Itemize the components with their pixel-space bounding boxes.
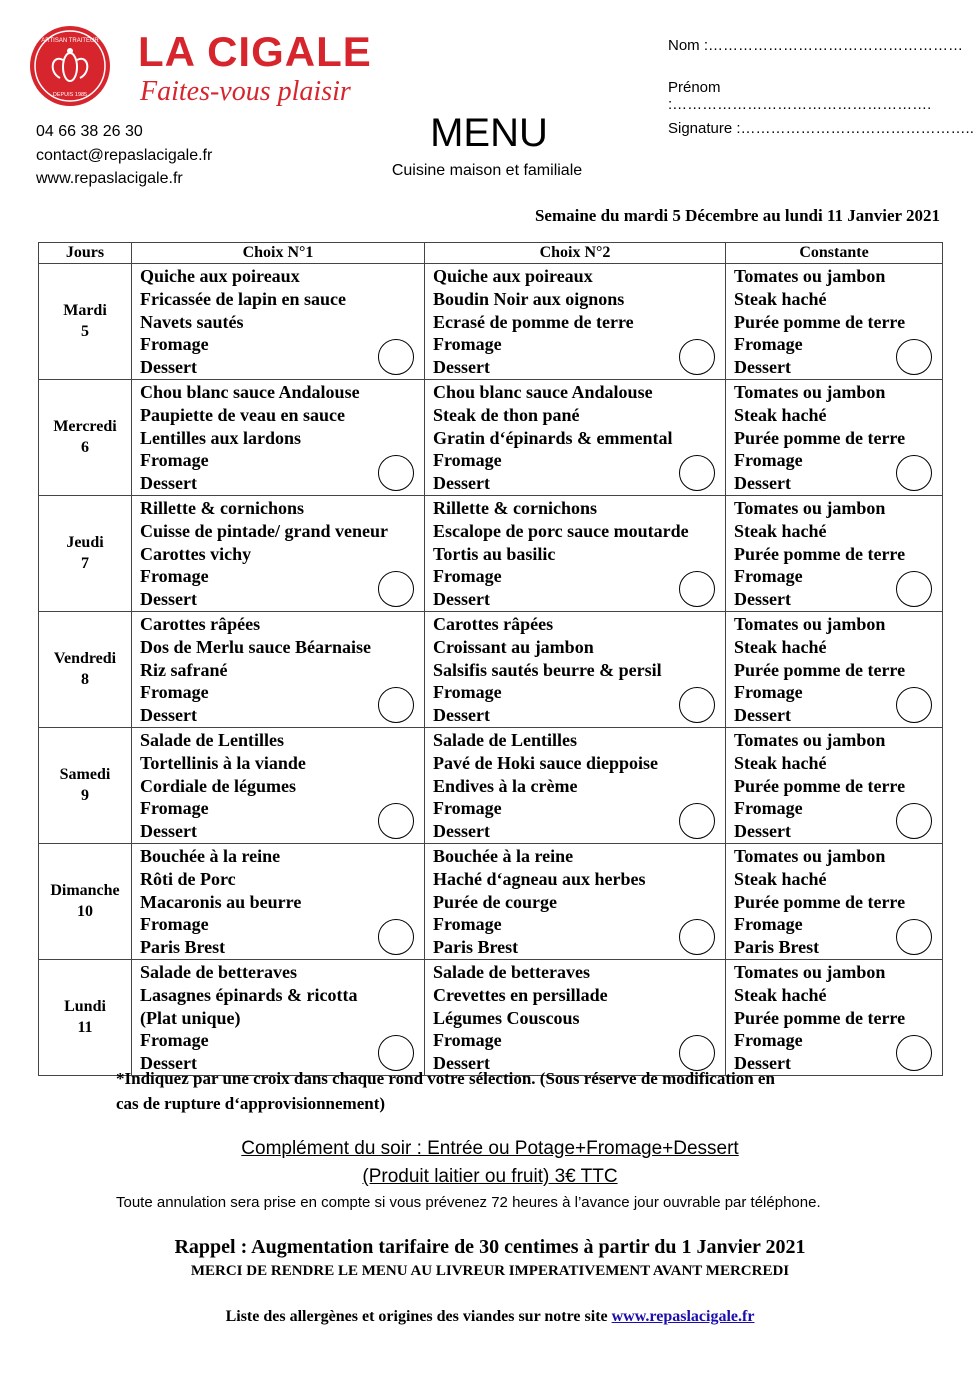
brand-tagline: Faites-vous plaisir xyxy=(140,76,351,107)
dish-item: Dessert xyxy=(734,821,791,842)
dish-item: Bouchée à la reine xyxy=(433,845,574,866)
dish-item: Dessert xyxy=(140,821,197,842)
constante-cell xyxy=(726,959,943,1075)
selection-circle[interactable] xyxy=(896,339,932,375)
dish-item: Steak haché xyxy=(734,984,827,1005)
selection-circle[interactable] xyxy=(896,1035,932,1071)
choix1-cell xyxy=(132,611,425,727)
dish-item: Salade de Lentilles xyxy=(433,729,578,750)
day-name: Vendredi xyxy=(53,650,117,668)
day-number: 7 xyxy=(81,555,89,573)
dish-item: Fromage xyxy=(734,450,803,471)
dish-item: Fromage xyxy=(140,334,209,355)
dish-item: Fromage xyxy=(433,1030,502,1051)
logo-ring-bottom: DEPUIS 1985 xyxy=(52,92,88,98)
dish-item: Tomates ou jambon xyxy=(734,613,886,634)
choix1-cell xyxy=(132,264,425,380)
nom-field[interactable]: Nom :…………………………………………… xyxy=(668,37,964,54)
choix2-cell xyxy=(425,727,726,843)
dish-item: Salade de Lentilles xyxy=(140,729,285,750)
dish-item: Purée de courge xyxy=(433,891,557,912)
constante-cell xyxy=(726,843,943,959)
selection-circle[interactable] xyxy=(896,455,932,491)
day-row xyxy=(39,959,943,1075)
constante-cell xyxy=(726,264,943,380)
selection-circle[interactable] xyxy=(378,339,414,375)
choix2-cell xyxy=(425,495,726,611)
dish-item: Macaronis au beurre xyxy=(140,891,302,912)
dish-item: Fromage xyxy=(734,1030,803,1051)
day-name: Mardi xyxy=(63,302,107,320)
brand-name: LA CIGALE xyxy=(138,28,372,75)
day-cell xyxy=(39,843,132,959)
day-number: 8 xyxy=(81,671,89,689)
contact-email: contact@repaslacigale.fr xyxy=(36,147,213,164)
dish-item: Steak haché xyxy=(734,868,827,889)
selection-circle[interactable] xyxy=(679,803,715,839)
header-choix2: Choix N°2 xyxy=(425,243,726,264)
dish-item: Crevettes en persillade xyxy=(433,984,608,1005)
dish-item: Lasagnes épinards & ricotta xyxy=(140,984,358,1005)
dish-item: Dessert xyxy=(433,821,490,842)
selection-circle[interactable] xyxy=(679,455,715,491)
dish-item: Purée pomme de terre xyxy=(734,659,906,680)
choix2-cell xyxy=(425,959,726,1075)
dish-item: Tortis au basilic xyxy=(433,543,556,564)
dish-item: Steak de thon pané xyxy=(433,404,580,425)
day-cell xyxy=(39,727,132,843)
evening-line2: (Produit laitier ou fruit) 3€ TTC xyxy=(362,1166,618,1187)
selection-note-line2: cas de rupture d‘approvisionnement) xyxy=(116,1094,386,1113)
choix2-cell xyxy=(425,379,726,495)
dish-item: Purée pomme de terre xyxy=(734,775,906,796)
dish-item: Fromage xyxy=(734,914,803,935)
dish-item: Dessert xyxy=(433,473,490,494)
dish-item: Fromage xyxy=(433,566,502,587)
constante-cell xyxy=(726,495,943,611)
day-name: Dimanche xyxy=(50,882,120,900)
dish-item: Tomates ou jambon xyxy=(734,729,886,750)
dish-item: (Plat unique) xyxy=(140,1007,241,1028)
day-row xyxy=(39,727,943,843)
dish-item: Carottes râpées xyxy=(140,613,261,634)
dish-item: Fromage xyxy=(140,914,209,935)
dish-item: Légumes Couscous xyxy=(433,1007,580,1028)
dish-item: Paris Brest xyxy=(734,937,820,958)
selection-circle[interactable] xyxy=(896,919,932,955)
dish-item: Quiche aux poireaux xyxy=(140,266,300,286)
dish-item: Riz safrané xyxy=(140,659,228,680)
selection-circle[interactable] xyxy=(679,919,715,955)
choix1-cell xyxy=(132,843,425,959)
dish-item: Fromage xyxy=(433,798,502,819)
dish-item: Rillette & cornichons xyxy=(433,497,597,518)
dish-item: Fromage xyxy=(433,914,502,935)
dish-item: Fromage xyxy=(433,334,502,355)
dish-item: Carottes râpées xyxy=(433,613,554,634)
dish-item: Steak haché xyxy=(734,636,827,657)
cancellation-policy: Toute annulation sera prise en compte si vous prévenez 72 heures à l’avance jour ouvrable par téléphone. xyxy=(116,1194,821,1211)
selection-circle[interactable] xyxy=(378,687,414,723)
menu-table xyxy=(38,242,943,1076)
logo-cicada-badge xyxy=(30,26,110,106)
dish-item: Salade de betteraves xyxy=(140,961,297,982)
prenom-field[interactable]: Prénom :……………………………………………. xyxy=(668,79,932,113)
choix1-cell xyxy=(132,495,425,611)
choix1-cell xyxy=(132,959,425,1075)
dish-item: Fromage xyxy=(734,682,803,703)
header-constante: Constante xyxy=(726,243,943,264)
dish-item: Dessert xyxy=(734,589,791,610)
dish-item: Dessert xyxy=(433,1053,490,1074)
dish-item: Fromage xyxy=(140,798,209,819)
dish-item: Dessert xyxy=(433,357,490,378)
day-row xyxy=(39,611,943,727)
dish-item: Fromage xyxy=(140,566,209,587)
constante-cell xyxy=(726,611,943,727)
dish-item: Purée pomme de terre xyxy=(734,891,906,912)
dish-item: Salsifis sautés beurre & persil xyxy=(433,659,662,680)
choix2-cell xyxy=(425,611,726,727)
dish-item: Dessert xyxy=(734,473,791,494)
dish-item: Fromage xyxy=(734,798,803,819)
dish-item: Purée pomme de terre xyxy=(734,427,906,448)
dish-item: Carottes vichy xyxy=(140,543,252,564)
dish-item: Fricassée de lapin en sauce xyxy=(140,288,346,309)
dish-item: Fromage xyxy=(433,682,502,703)
day-row xyxy=(39,379,943,495)
choix2-cell xyxy=(425,264,726,380)
cicada-icon xyxy=(30,26,110,106)
dish-item: Tomates ou jambon xyxy=(734,845,886,866)
dish-item: Steak haché xyxy=(734,520,827,541)
price-reminder: Rappel : Augmentation tarifaire de 30 centimes à partir du 1 Janvier 2021 xyxy=(174,1236,806,1258)
day-number: 6 xyxy=(81,439,89,457)
dish-item: Endives à la crème xyxy=(433,775,578,796)
choix1-cell xyxy=(132,727,425,843)
dish-item: Boudin Noir aux oignons xyxy=(433,288,625,309)
selection-circle[interactable] xyxy=(378,919,414,955)
day-cell xyxy=(39,959,132,1075)
selection-circle[interactable] xyxy=(378,455,414,491)
dish-item: Tomates ou jambon xyxy=(734,961,886,982)
day-name: Samedi xyxy=(59,766,111,784)
dish-item: Dessert xyxy=(734,705,791,726)
dish-item: Paris Brest xyxy=(140,937,226,958)
website-link[interactable]: www.repaslacigale.fr xyxy=(611,1308,755,1325)
day-name: Lundi xyxy=(64,998,106,1016)
day-number: 5 xyxy=(81,323,89,341)
table-header-row xyxy=(39,243,943,264)
selection-note-line1: *Indiquez par une croix dans chaque rond votre sélection. (Sous réserve de modification en xyxy=(116,1069,775,1088)
dish-item: Quiche aux poireaux xyxy=(433,266,593,286)
selection-circle[interactable] xyxy=(679,339,715,375)
header-choix1: Choix N°1 xyxy=(132,243,425,264)
day-row xyxy=(39,843,943,959)
dish-item: Ecrasé de pomme de terre xyxy=(433,311,634,332)
dish-item: Tomates ou jambon xyxy=(734,266,886,286)
day-name: Mercredi xyxy=(53,418,117,436)
evening-price xyxy=(0,1166,980,1188)
dish-item: Dessert xyxy=(140,1053,197,1074)
day-cell xyxy=(39,379,132,495)
day-row xyxy=(39,264,943,380)
day-name: Jeudi xyxy=(66,534,104,552)
selection-circle[interactable] xyxy=(679,571,715,607)
dish-item: Dessert xyxy=(433,705,490,726)
phone-number: 04 66 38 26 30 xyxy=(36,123,143,140)
day-row xyxy=(39,495,943,611)
dish-item: Cordiale de légumes xyxy=(140,775,296,796)
dish-item: Tomates ou jambon xyxy=(734,497,886,518)
day-cell xyxy=(39,264,132,380)
dish-item: Bouchée à la reine xyxy=(140,845,281,866)
dish-item: Fromage xyxy=(140,450,209,471)
dish-item: Chou blanc sauce Andalouse xyxy=(433,381,653,402)
dish-item: Dessert xyxy=(734,1053,791,1074)
dish-item: Fromage xyxy=(433,450,502,471)
evening-complement xyxy=(0,1138,980,1160)
dish-item: Croissant au jambon xyxy=(433,636,594,657)
constante-cell xyxy=(726,379,943,495)
allergen-info xyxy=(0,1308,980,1326)
dish-item: Rôti de Porc xyxy=(140,868,236,889)
dish-item: Escalope de porc sauce moutarde xyxy=(433,520,689,541)
selection-circle[interactable] xyxy=(679,687,715,723)
dish-item: Tomates ou jambon xyxy=(734,381,886,402)
allergen-text: Liste des allergènes et origines des viandes sur notre site xyxy=(225,1308,612,1325)
dish-item: Steak haché xyxy=(734,288,827,309)
dish-item: Purée pomme de terre xyxy=(734,311,906,332)
logo-ring-top: ARTISAN TRAITEUR xyxy=(41,38,99,44)
day-number: 9 xyxy=(81,787,89,805)
day-cell xyxy=(39,495,132,611)
menu-subtitle: Cuisine maison et familiale xyxy=(391,162,583,179)
choix1-cell xyxy=(132,379,425,495)
dish-item: Lentilles aux lardons xyxy=(140,427,302,448)
dish-item: Tortellinis à la viande xyxy=(140,752,306,773)
selection-circle[interactable] xyxy=(378,803,414,839)
dish-item: Dessert xyxy=(433,589,490,610)
menu-title: MENU xyxy=(430,111,548,155)
selection-circle[interactable] xyxy=(378,571,414,607)
day-number: 11 xyxy=(77,1019,93,1037)
dish-item: Haché d‘agneau aux herbes xyxy=(433,868,646,889)
dish-item: Dessert xyxy=(140,473,197,494)
day-number: 10 xyxy=(77,903,93,921)
selection-circle[interactable] xyxy=(896,571,932,607)
dish-item: Paris Brest xyxy=(433,937,519,958)
dish-item: Dessert xyxy=(140,589,197,610)
dish-item: Dessert xyxy=(140,357,197,378)
dish-item: Purée pomme de terre xyxy=(734,1007,906,1028)
week-range: Semaine du mardi 5 Décembre au lundi 11 Janvier 2021 xyxy=(534,206,940,225)
dish-item: Fromage xyxy=(734,566,803,587)
dish-item: Paupiette de veau en sauce xyxy=(140,404,345,425)
dish-item: Cuisse de pintade/ grand veneur xyxy=(140,520,389,541)
dish-item: Chou blanc sauce Andalouse xyxy=(140,381,360,402)
header-jours: Jours xyxy=(39,243,132,264)
dish-item: Dessert xyxy=(140,705,197,726)
constante-cell xyxy=(726,727,943,843)
return-instruction: MERCI DE RENDRE LE MENU AU LIVREUR IMPERATIVEMENT AVANT MERCREDI xyxy=(190,1263,790,1279)
dish-item: Salade de betteraves xyxy=(433,961,590,982)
dish-item: Gratin d‘épinards & emmental xyxy=(433,427,673,448)
dish-item: Pavé de Hoki sauce dieppoise xyxy=(433,752,659,773)
signature-field[interactable]: Signature :……………………………………….. xyxy=(668,120,974,137)
dish-item: Purée pomme de terre xyxy=(734,543,906,564)
dish-item: Navets sautés xyxy=(140,311,244,332)
day-cell xyxy=(39,611,132,727)
selection-note xyxy=(116,1066,856,1116)
dish-item: Dessert xyxy=(734,357,791,378)
selection-circle[interactable] xyxy=(896,687,932,723)
dish-item: Fromage xyxy=(734,334,803,355)
dish-item: Steak haché xyxy=(734,404,827,425)
dish-item: Fromage xyxy=(140,1030,209,1051)
dish-item: Dos de Merlu sauce Béarnaise xyxy=(140,636,371,657)
dish-item: Rillette & cornichons xyxy=(140,497,304,518)
dish-item: Steak haché xyxy=(734,752,827,773)
dish-item: Fromage xyxy=(140,682,209,703)
website: www.repaslacigale.fr xyxy=(36,170,183,187)
evening-line1: Complément du soir : Entrée ou Potage+Fromage+Dessert xyxy=(241,1138,739,1159)
choix2-cell xyxy=(425,843,726,959)
selection-circle[interactable] xyxy=(896,803,932,839)
